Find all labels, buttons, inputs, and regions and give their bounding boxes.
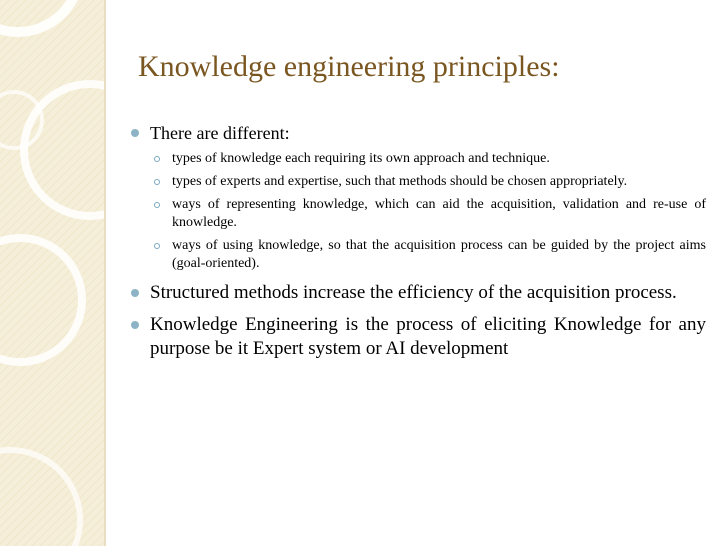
sidebar-divider	[104, 0, 106, 546]
bullet-dot-icon	[131, 321, 139, 329]
bullet-text: Structured methods increase the efficiency of the acquisition process.	[150, 282, 677, 303]
sub-bullet-item	[128, 237, 706, 273]
sub-bullet-list	[128, 150, 706, 273]
sub-bullet-text: ways of using knowledge, so that the acquisition process can be guided by the project aims (goal-oriented).	[172, 238, 706, 271]
sub-bullet-text: types of experts and expertise, such that methods should be chosen appropriately.	[172, 174, 628, 189]
sub-bullet-item	[128, 196, 706, 232]
ring-bullet-icon	[154, 243, 160, 249]
bullet-item	[128, 122, 706, 144]
bullet-item	[128, 281, 706, 305]
decorative-sidebar	[0, 0, 104, 546]
bullet-dot-icon	[131, 289, 139, 297]
slide-title: Knowledge engineering principles:	[138, 50, 560, 83]
ring-bullet-icon	[154, 202, 160, 208]
sub-bullet-item	[128, 173, 706, 191]
sub-bullet-text: types of knowledge each requiring its own approach and technique.	[172, 151, 550, 166]
slide-body	[128, 122, 706, 361]
sub-bullet-text: ways of representing knowledge, which can aid the acquisition, validation and re-use of knowledge.	[172, 197, 706, 230]
decorative-rings-graphic	[0, 0, 104, 546]
bullet-text: There are different:	[150, 123, 290, 143]
bullet-item	[128, 313, 706, 361]
sub-bullet-item	[128, 150, 706, 168]
ring-bullet-icon	[154, 156, 160, 162]
bullet-text: Knowledge Engineering is the process of eliciting Knowledge for any purpose be it Expert system or AI development	[150, 314, 706, 359]
bullet-dot-icon	[131, 129, 139, 137]
ring-bullet-icon	[154, 179, 160, 185]
